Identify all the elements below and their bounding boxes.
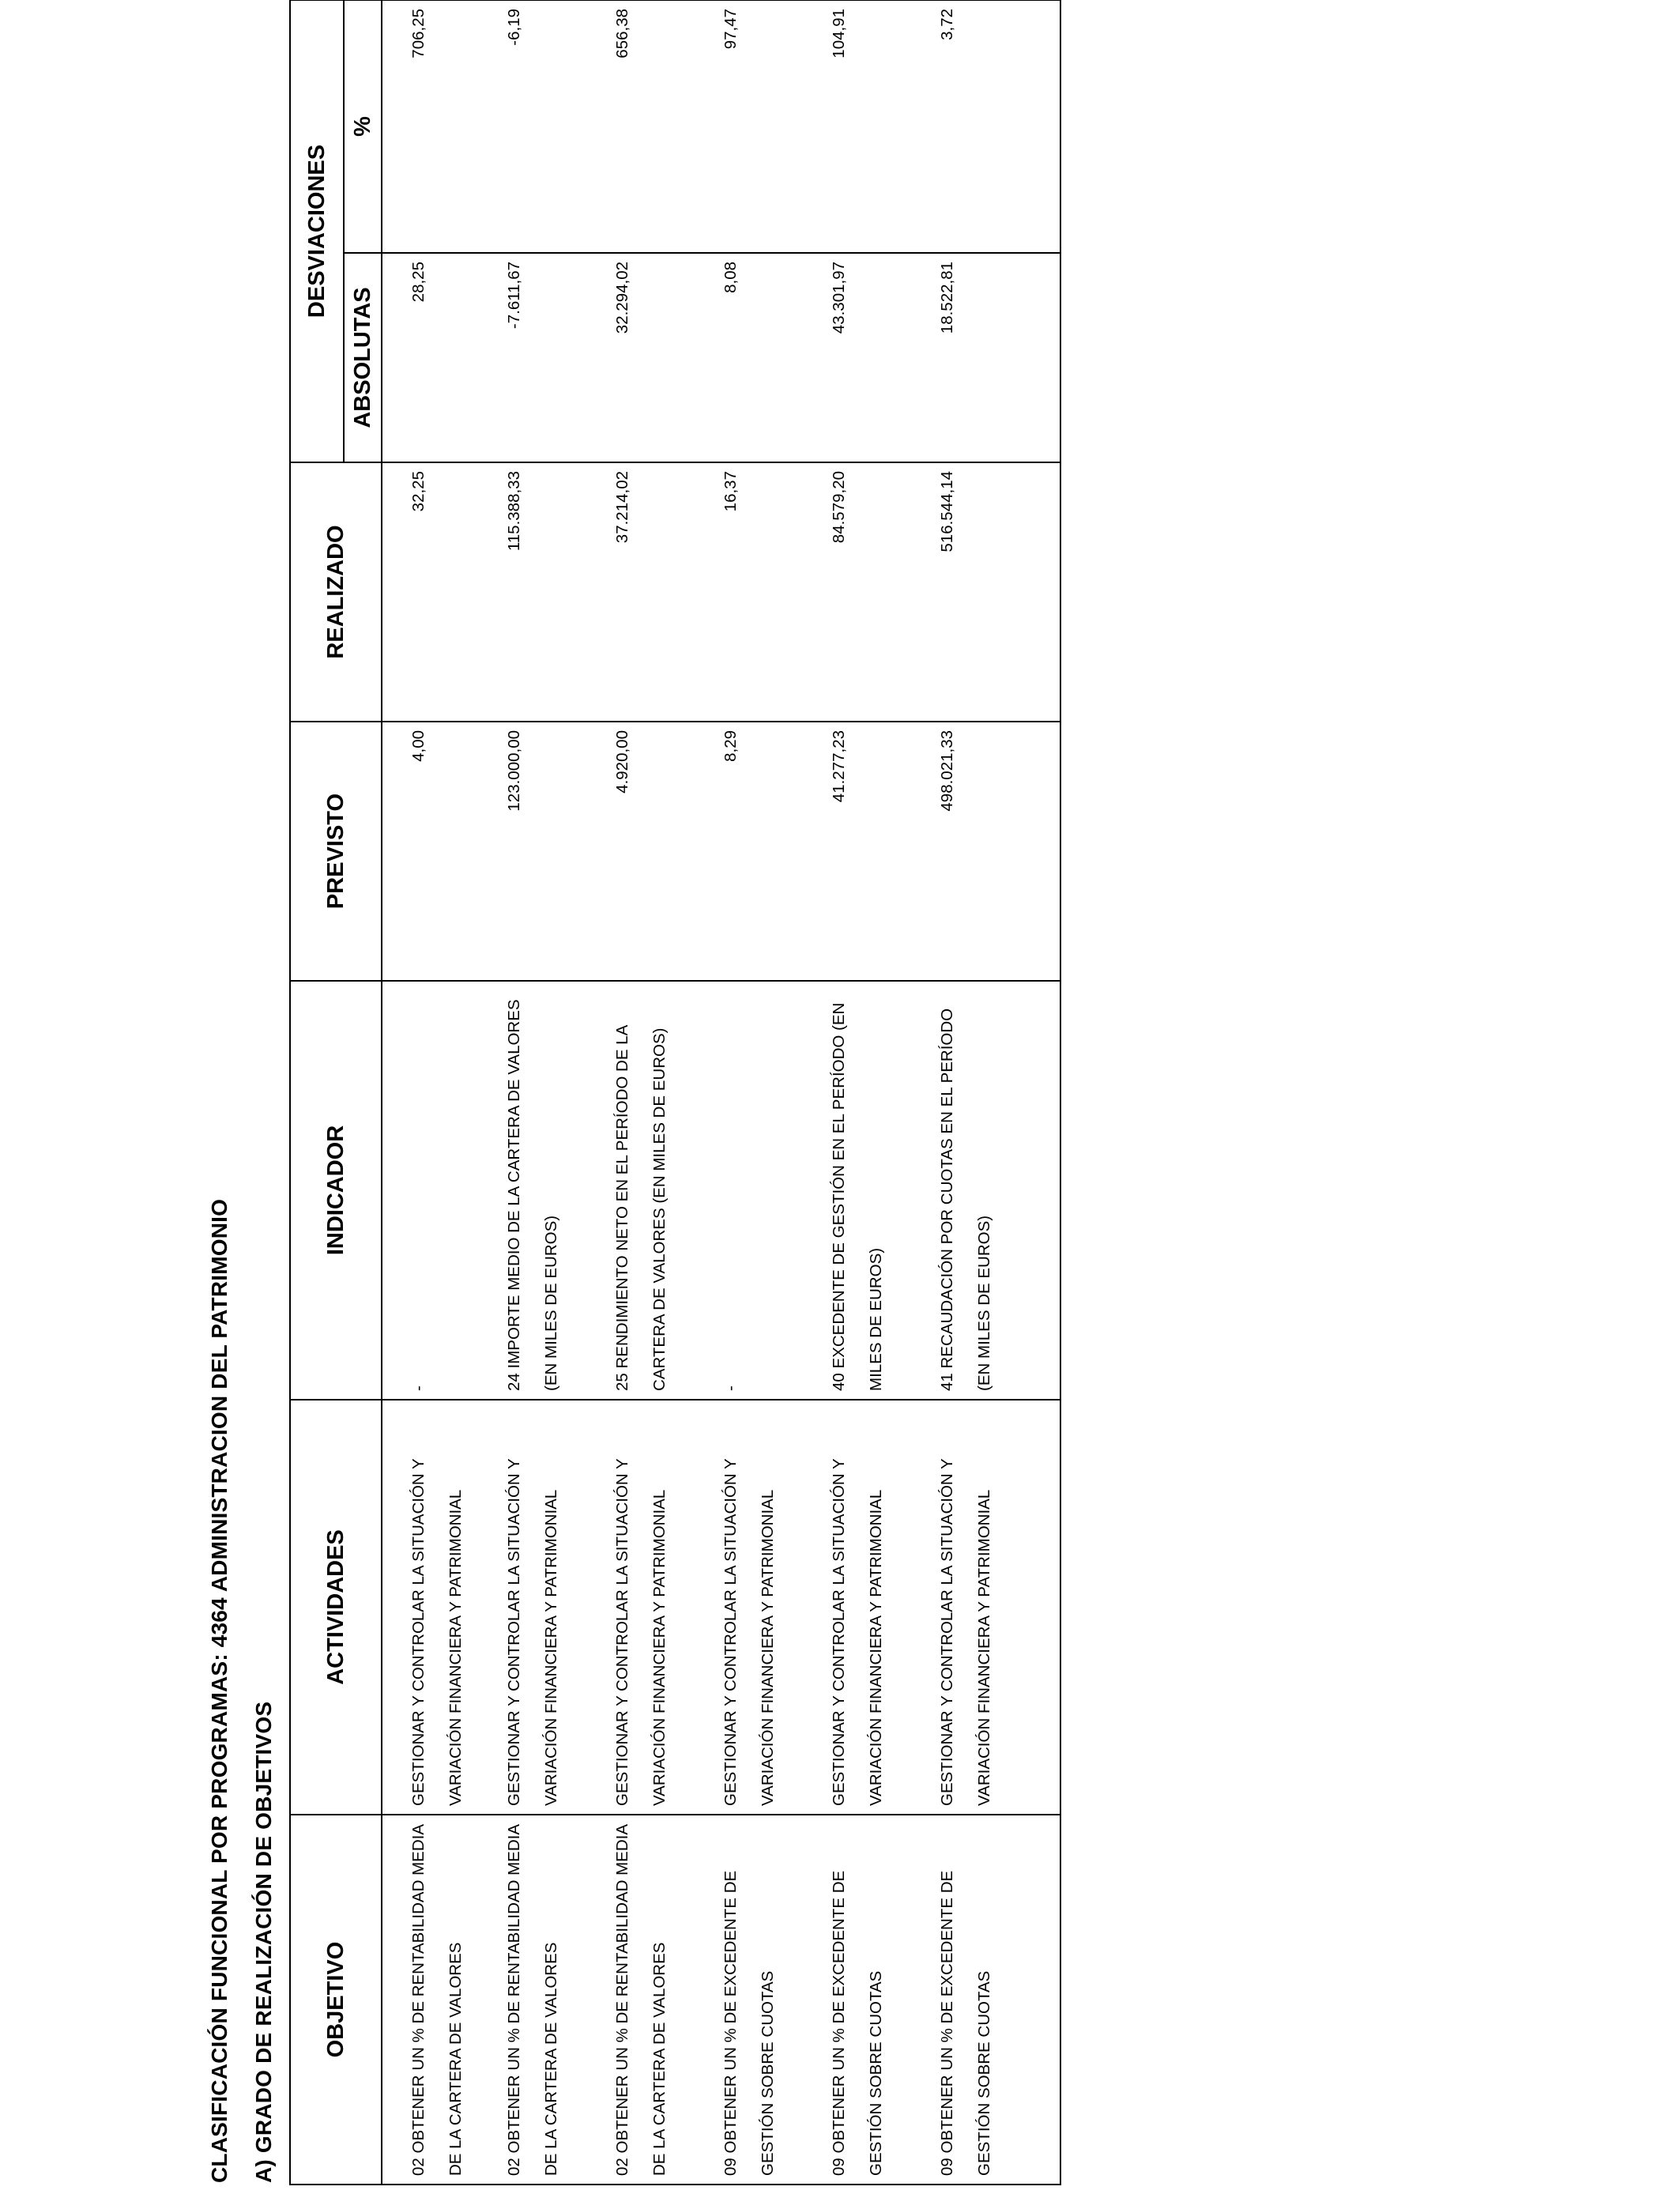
table-row: [818, 0, 926, 2185]
cell-indicador: -: [382, 981, 493, 1400]
cell-actividades: GESTIONAR Y CONTROLAR LA SITUACIÓN Y VARIACIÓN FINANCIERA Y PATRIMONIAL: [926, 1400, 1060, 1815]
cell-objetivo: 02 OBTENER UN % DE RENTABILIDAD MEDIA DE LA CARTERA DE VALORES: [382, 1815, 493, 2185]
objectives-table: [289, 0, 1061, 2185]
cell-previsto: 498.021,33: [926, 722, 1060, 981]
cell-objetivo: 09 OBTENER UN % DE EXCEDENTE DE GESTIÓN SOBRE CUOTAS: [926, 1815, 1060, 2185]
table-row: [601, 0, 710, 2185]
cell-previsto: 4,00: [382, 722, 493, 981]
cell-porcentaje: 3,72: [926, 0, 1060, 253]
header-absolutas: ABSOLUTAS: [344, 253, 382, 462]
document-title: CLASIFICACIÓN FUNCIONAL POR PROGRAMAS: 4364 ADMINISTRACION DEL PATRIMONIO: [207, 1198, 232, 2183]
table-row: [710, 0, 818, 2185]
cell-previsto: 41.277,23: [818, 722, 926, 981]
cell-actividades: GESTIONAR Y CONTROLAR LA SITUACIÓN Y VARIACIÓN FINANCIERA Y PATRIMONIAL: [818, 1400, 926, 1815]
cell-previsto: 8,29: [710, 722, 818, 981]
cell-absolutas: -7.611,67: [493, 253, 601, 462]
cell-realizado: 84.579,20: [818, 462, 926, 722]
header-indicador: INDICADOR: [290, 981, 382, 1400]
cell-actividades: GESTIONAR Y CONTROLAR LA SITUACIÓN Y VARIACIÓN FINANCIERA Y PATRIMONIAL: [382, 1400, 493, 1815]
cell-absolutas: 32.294,02: [601, 253, 710, 462]
cell-indicador: 25 RENDIMIENTO NETO EN EL PERÍODO DE LA CARTERA DE VALORES (EN MILES DE EUROS): [601, 981, 710, 1400]
cell-realizado: 32,25: [382, 462, 493, 722]
cell-previsto: 123.000,00: [493, 722, 601, 981]
header-objetivo: OBJETIVO: [290, 1815, 382, 2185]
section-subtitle: A) GRADO DE REALIZACIÓN DE OBJETIVOS: [251, 1701, 276, 2183]
cell-porcentaje: 104,91: [818, 0, 926, 253]
cell-realizado: 115.388,33: [493, 462, 601, 722]
header-previsto: PREVISTO: [290, 722, 382, 981]
header-porcentaje: %: [344, 0, 382, 253]
cell-absolutas: 43.301,97: [818, 253, 926, 462]
cell-previsto: 4.920,00: [601, 722, 710, 981]
cell-actividades: GESTIONAR Y CONTROLAR LA SITUACIÓN Y VARIACIÓN FINANCIERA Y PATRIMONIAL: [710, 1400, 818, 1815]
cell-realizado: 37.214,02: [601, 462, 710, 722]
cell-actividades: GESTIONAR Y CONTROLAR LA SITUACIÓN Y VARIACIÓN FINANCIERA Y PATRIMONIAL: [493, 1400, 601, 1815]
cell-indicador: 24 IMPORTE MEDIO DE LA CARTERA DE VALORES (EN MILES DE EUROS): [493, 981, 601, 1400]
header-realizado: REALIZADO: [290, 462, 382, 722]
table-row: [926, 0, 1060, 2185]
cell-objetivo: 09 OBTENER UN % DE EXCEDENTE DE GESTIÓN SOBRE CUOTAS: [818, 1815, 926, 2185]
cell-absolutas: 28,25: [382, 253, 493, 462]
cell-absolutas: 18.522,81: [926, 253, 1060, 462]
cell-porcentaje: -6,19: [493, 0, 601, 253]
cell-porcentaje: 706,25: [382, 0, 493, 253]
cell-actividades: GESTIONAR Y CONTROLAR LA SITUACIÓN Y VARIACIÓN FINANCIERA Y PATRIMONIAL: [601, 1400, 710, 1815]
header-desviaciones: DESVIACIONES: [290, 0, 344, 462]
cell-realizado: 516.544,14: [926, 462, 1060, 722]
cell-indicador: -: [710, 981, 818, 1400]
cell-indicador: 40 EXCEDENTE DE GESTIÓN EN EL PERÍODO (EN MILES DE EUROS): [818, 981, 926, 1400]
cell-absolutas: 8,08: [710, 253, 818, 462]
header-row: [290, 0, 344, 2185]
table-row: [382, 0, 493, 2185]
cell-objetivo: 09 OBTENER UN % DE EXCEDENTE DE GESTIÓN SOBRE CUOTAS: [710, 1815, 818, 2185]
cell-indicador: 41 RECAUDACIÓN POR CUOTAS EN EL PERÍODO (EN MILES DE EUROS): [926, 981, 1060, 1400]
cell-porcentaje: 97,47: [710, 0, 818, 253]
cell-objetivo: 02 OBTENER UN % DE RENTABILIDAD MEDIA DE LA CARTERA DE VALORES: [601, 1815, 710, 2185]
table-row: [493, 0, 601, 2185]
cell-objetivo: 02 OBTENER UN % DE RENTABILIDAD MEDIA DE LA CARTERA DE VALORES: [493, 1815, 601, 2185]
header-actividades: ACTIVIDADES: [290, 1400, 382, 1815]
cell-porcentaje: 656,38: [601, 0, 710, 253]
cell-realizado: 16,37: [710, 462, 818, 722]
